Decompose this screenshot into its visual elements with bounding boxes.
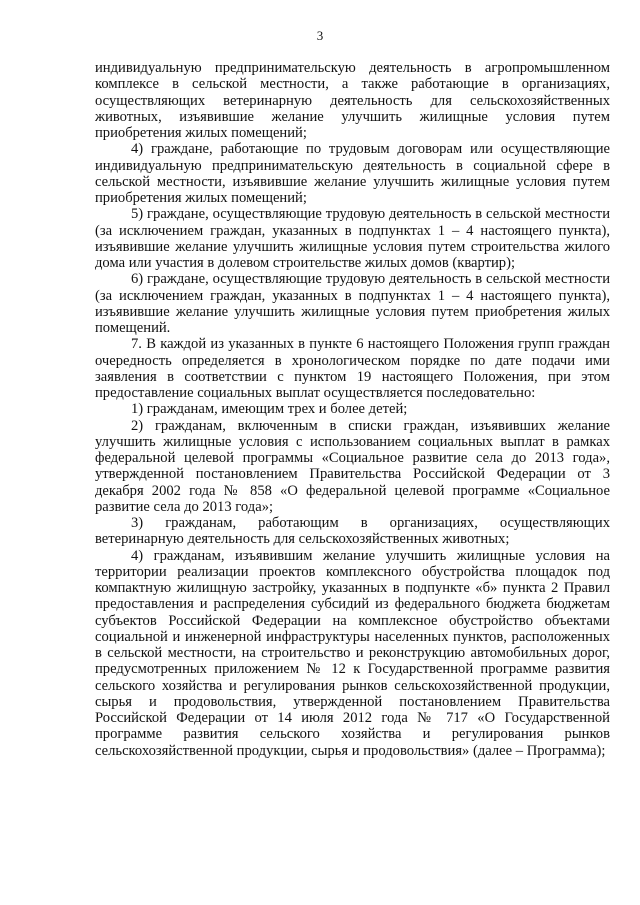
paragraph-subitem-1: 1) гражданам, имеющим трех и более детей; bbox=[131, 401, 408, 418]
document-body bbox=[95, 60, 610, 759]
paragraph-clause-7: 7. В каждой из указанных в пункте 6 настоящего Положения групп граждан очередность определяется в хронологическом порядке по дате подачи ими заявления в соответствии с пунктом 19 настоящего Положения, при этом предоставление социальных выплат осуществляется последовательно: bbox=[95, 336, 610, 401]
paragraph-continuation: индивидуальную предпринимательскую деятельность в агропромышленном комплексе в сельской местности, а также работающие в организациях, осуществляющих ветеринарную деятельность для сельскохозяйственных животных, изъявившие желание улучшить жилищные условия путем приобретения жилых помещений; bbox=[95, 60, 610, 141]
paragraph-item-5: 5) граждане, осуществляющие трудовую деятельность в сельской местности (за исключением граждан, указанных в подпунктах 1 – 4 настоящего пункта), изъявившие желание улучшить жилищные условия путем строительства жилого дома или участия в долевом строительстве жилых домов (квартир); bbox=[95, 206, 610, 271]
paragraph-subitem-4: 4) гражданам, изъявившим желание улучшить жилищные условия на территории реализации проектов комплексного обустройства площадок под компактную жилищную застройку, указанных в подпункте «б» пункта 2 Правил предоставления и распределения субсидий из федерального бюджета бюджетам субъектов Российской Федерации на комплексное обустройство объектами социальной и инженерной инфраструктуры населенных пунктов, расположенных в сельской местности, на строительство и реконструкцию автомобильных дорог, предусмотренных приложением № 12 к Государственной программе развития сельского хозяйства и регулирования рынков сельскохозяйственной продукции, сырья и продовольствия, утвержденной постановлением Правительства Российской Федерации от 14 июля 2012 года № 717 «О Государственной программе развития сельского хозяйства и регулирования рынков сельскохозяйственной продукции, сырья и продовольствия» (далее – Программа); bbox=[95, 547, 610, 759]
paragraph-item-6: 6) граждане, осуществляющие трудовую деятельность в сельской местности (за исключением граждан, указанных в подпунктах 1 – 4 настоящего пункта), изъявившие желание улучшить жилищные условия путем приобретения жилых помещений. bbox=[95, 271, 610, 336]
page-number: 3 bbox=[316, 28, 324, 43]
paragraph-item-4: 4) граждане, работающие по трудовым договорам или осуществляющие индивидуальную предпринимательскую деятельность в социальной сфере в сельской местности, изъявившие желание улучшить жилищные условия путем приобретения жилых помещений; bbox=[95, 141, 610, 206]
paragraph-subitem-2: 2) гражданам, включенным в списки граждан, изъявивших желание улучшить жилищные условия с использованием социальных выплат в рамках федеральной целевой программы «Социальное развитие села до 2013 года», утвержденной постановлением Правительства Российской Федерации от 3 декабря 2002 года № 858 «О федеральной целевой программе «Социальное развитие села до 2013 года»; bbox=[95, 417, 610, 515]
paragraph-subitem-3: 3) гражданам, работающим в организациях, осуществляющих ветеринарную деятельность для сельскохозяйственных животных; bbox=[95, 515, 610, 548]
